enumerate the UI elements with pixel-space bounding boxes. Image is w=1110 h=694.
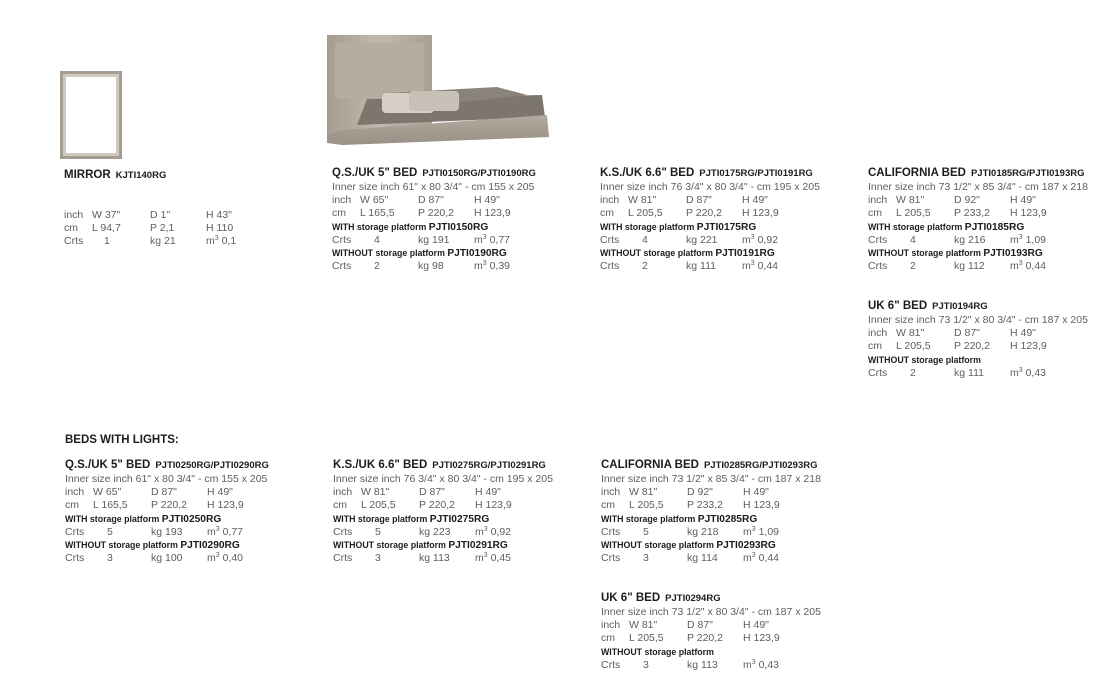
without-storage-label <box>601 539 861 552</box>
product-title-text: UK 6" BED <box>868 300 928 312</box>
without-storage-text: WITHOUT storage platform <box>601 646 714 657</box>
cubic-meter-unit: $m^3$ <box>742 233 755 246</box>
cm-row: cm L 205,5 P 233,2 H 123,9 <box>868 207 1047 220</box>
inch-row: inch W 81" D 87" H 49" <box>868 327 1036 340</box>
with-storage-text: WITH storage platform <box>868 221 963 232</box>
inner-size: Inner size inch 73 1/2" x 85 3/4" - cm 187 x 218 <box>868 181 1088 193</box>
with-storage-label <box>601 513 861 526</box>
inch-row: inch W 65" D 87" H 49" <box>65 486 233 499</box>
with-storage-code: PJTI0175RG <box>696 221 757 233</box>
cubic-meter-unit: $m^3$ <box>743 525 756 538</box>
without-storage-label <box>600 247 860 260</box>
cm-row: cm L 165,5 P 220,2 H 123,9 <box>332 207 511 220</box>
cubic-meter-unit: $m^3$ <box>475 552 488 565</box>
without-storage-text: WITHOUT storage platform <box>333 539 446 550</box>
cm-row: cm L 205,5 P 220,2 H 123,9 <box>333 499 512 512</box>
product-code: PJTI0285RG/PJTI0293RG <box>703 460 818 471</box>
crts-row-without: Crts 2 kg 98 $m^3$ 0,39 <box>332 260 511 273</box>
product-light-ks-bed <box>333 458 593 565</box>
product-california-bed <box>868 166 1108 273</box>
without-storage-text: WITHOUT storage platform <box>601 539 714 550</box>
without-storage-text: WITHOUT storage platform <box>868 247 981 258</box>
product-title <box>601 591 861 606</box>
without-storage-text: WITHOUT storage platform <box>868 354 981 365</box>
without-storage-code: PJTI0293RG <box>716 539 776 551</box>
inch-row: inch W 81" D 87" H 49" <box>601 619 769 632</box>
product-title-text: K.S./UK 6.6" BED <box>333 459 428 471</box>
bed-image <box>327 35 552 145</box>
without-storage-label <box>868 247 1108 260</box>
without-storage-label <box>333 539 593 552</box>
crts-row-with: Crts 5 kg 223 $m^3$ 0,92 <box>333 525 512 538</box>
product-title-text: K.S./UK 6.6" BED <box>600 167 695 179</box>
with-storage-text: WITH storage platform <box>65 513 160 524</box>
cubic-meter-unit: $m^3$ <box>1010 366 1023 379</box>
product-title <box>868 299 1108 314</box>
with-storage-label <box>600 221 860 234</box>
with-storage-label <box>65 513 325 526</box>
crts-row-without: Crts 3 kg 100 $m^3$ 0,40 <box>65 552 244 565</box>
without-storage-code: PJTI0291RG <box>448 539 508 551</box>
product-title <box>332 166 592 181</box>
crts-row-without: Crts 2 kg 112 $m^3$ 0,44 <box>868 260 1047 273</box>
product-light-qs-bed <box>65 458 325 565</box>
crts-row-with: Crts 4 kg 216 $m^3$ 1,09 <box>868 233 1047 246</box>
cubic-meter-unit: $m^3$ <box>206 235 219 248</box>
inch-row: inch W 81" D 92" H 49" <box>601 486 769 499</box>
cubic-meter-unit: $m^3$ <box>742 260 755 273</box>
inch-row: inch W 65" D 87" H 49" <box>332 194 500 207</box>
crts-row-without: Crts 3 kg 113 $m^3$ 0,43 <box>601 658 780 671</box>
with-storage-text: WITH storage platform <box>332 221 427 232</box>
inner-size: Inner size inch 73 1/2" x 85 3/4" - cm 187 x 218 <box>601 473 821 485</box>
with-storage-code: PJTI0150RG <box>428 221 489 233</box>
with-storage-label <box>333 513 593 526</box>
product-uk6-bed <box>868 299 1108 380</box>
product-code: PJTI0194RG <box>932 301 988 312</box>
with-storage-text: WITH storage platform <box>601 513 696 524</box>
without-storage-code: PJTI0191RG <box>715 247 775 259</box>
crts-row: Crts 1 kg 21 $m^3$ 0,1 <box>64 235 237 248</box>
crts-row-with: Crts 4 kg 221 $m^3$ 0,92 <box>600 233 779 246</box>
product-title <box>601 458 861 473</box>
cm-row: cm L 94,7 P 2,1 H 110 <box>64 222 234 235</box>
with-storage-code: PJTI0250RG <box>161 513 222 525</box>
cubic-meter-unit: $m^3$ <box>743 552 756 565</box>
without-storage-label <box>332 247 592 260</box>
without-storage-label <box>65 539 325 552</box>
crts-row-without: Crts 2 kg 111 $m^3$ 0,43 <box>868 366 1047 379</box>
without-storage-label <box>601 646 861 659</box>
product-ks-bed <box>600 166 860 273</box>
without-storage-text: WITHOUT storage platform <box>600 247 713 258</box>
with-storage-code: PJTI0275RG <box>429 513 490 525</box>
cubic-meter-unit: $m^3$ <box>207 552 220 565</box>
inner-size: Inner size inch 73 1/2" x 80 3/4" - cm 187 x 205 <box>868 314 1088 326</box>
inch-row: inch W 81" D 87" H 49" <box>600 194 768 207</box>
product-title-text: Q.S./UK 5" BED <box>65 459 151 471</box>
product-title <box>65 458 325 473</box>
crts-row-with: Crts 5 kg 218 $m^3$ 1,09 <box>601 525 780 538</box>
cubic-meter-unit: $m^3$ <box>1010 233 1023 246</box>
cubic-meter-unit: $m^3$ <box>1010 260 1023 273</box>
with-storage-label <box>868 221 1108 234</box>
cubic-meter-unit: $m^3$ <box>743 658 756 671</box>
with-storage-code: PJTI0285RG <box>697 513 758 525</box>
inch-row: inch W 81" D 92" H 49" <box>868 194 1036 207</box>
crts-row-without: Crts 3 kg 113 $m^3$ 0,45 <box>333 552 512 565</box>
cubic-meter-unit: $m^3$ <box>475 525 488 538</box>
without-storage-code: PJTI0193RG <box>983 247 1043 259</box>
without-storage-text: WITHOUT storage platform <box>332 247 445 258</box>
crts-row-without: Crts 2 kg 111 $m^3$ 0,44 <box>600 260 779 273</box>
product-light-uk6-bed <box>601 591 861 672</box>
cm-row: cm L 205,5 P 220,2 H 123,9 <box>868 340 1047 353</box>
with-storage-label <box>332 221 592 234</box>
product-title: MIRROR KJTI140RG <box>64 169 167 181</box>
inch-row: inch W 81" D 87" H 49" <box>333 486 501 499</box>
product-title <box>868 166 1108 181</box>
cm-row: cm L 205,5 P 220,2 H 123,9 <box>600 207 779 220</box>
crts-row-with: Crts 4 kg 191 $m^3$ 0,77 <box>332 233 511 246</box>
product-title-text: UK 6" BED <box>601 592 661 604</box>
without-storage-code: PJTI0290RG <box>180 539 240 551</box>
inner-size: Inner size inch 76 3/4" x 80 3/4" - cm 195 x 205 <box>333 473 553 485</box>
inner-size: Inner size inch 73 1/2" x 80 3/4" - cm 187 x 205 <box>601 606 821 618</box>
inner-size: Inner size inch 76 3/4" x 80 3/4" - cm 195 x 205 <box>600 181 820 193</box>
product-code: PJTI0250RG/PJTI0290RG <box>155 460 269 471</box>
without-storage-code: PJTI0190RG <box>447 247 507 259</box>
section-title-beds-with-lights: BEDS WITH LIGHTS: <box>65 434 179 446</box>
product-mirror <box>64 168 264 249</box>
cm-row: cm L 165,5 P 220,2 H 123,9 <box>65 499 244 512</box>
cm-row: cm L 205,5 P 220,2 H 123,9 <box>601 632 780 645</box>
crts-row-with: Crts 5 kg 193 $m^3$ 0,77 <box>65 525 244 538</box>
product-title <box>600 166 860 181</box>
product-code: PJTI0175RG/PJTI0191RG <box>699 168 813 179</box>
without-storage-label <box>868 354 1108 367</box>
product-code: PJTI0185RG/PJTI0193RG <box>970 168 1085 179</box>
without-storage-text: WITHOUT storage platform <box>65 539 178 550</box>
product-title <box>333 458 593 473</box>
product-title-text: CALIFORNIA BED <box>601 459 699 471</box>
product-code: KJTI140RG <box>115 170 167 181</box>
inner-size: Inner size inch 61" x 80 3/4" - cm 155 x 205 <box>65 473 268 485</box>
cubic-meter-unit: $m^3$ <box>474 233 487 246</box>
product-qs-bed <box>332 166 592 273</box>
inner-size: Inner size inch 61" x 80 3/4" - cm 155 x 205 <box>332 181 535 193</box>
product-light-california-bed <box>601 458 861 565</box>
with-storage-text: WITH storage platform <box>333 513 428 524</box>
product-code: PJTI0275RG/PJTI0291RG <box>432 460 546 471</box>
product-code: PJTI0294RG <box>665 593 721 604</box>
cm-row: cm L 205,5 P 233,2 H 123,9 <box>601 499 780 512</box>
cubic-meter-unit: $m^3$ <box>207 525 220 538</box>
with-storage-code: PJTI0185RG <box>964 221 1025 233</box>
with-storage-text: WITH storage platform <box>600 221 695 232</box>
crts-row-without: Crts 3 kg 114 $m^3$ 0,44 <box>601 552 780 565</box>
product-title-text: Q.S./UK 5" BED <box>332 167 418 179</box>
cubic-meter-unit: $m^3$ <box>474 260 487 273</box>
mirror-image <box>60 71 122 159</box>
product-code: PJTI0150RG/PJTI0190RG <box>422 168 536 179</box>
product-title-text: CALIFORNIA BED <box>868 167 966 179</box>
inch-row: inch W 37" D 1" H 43" <box>64 209 232 221</box>
